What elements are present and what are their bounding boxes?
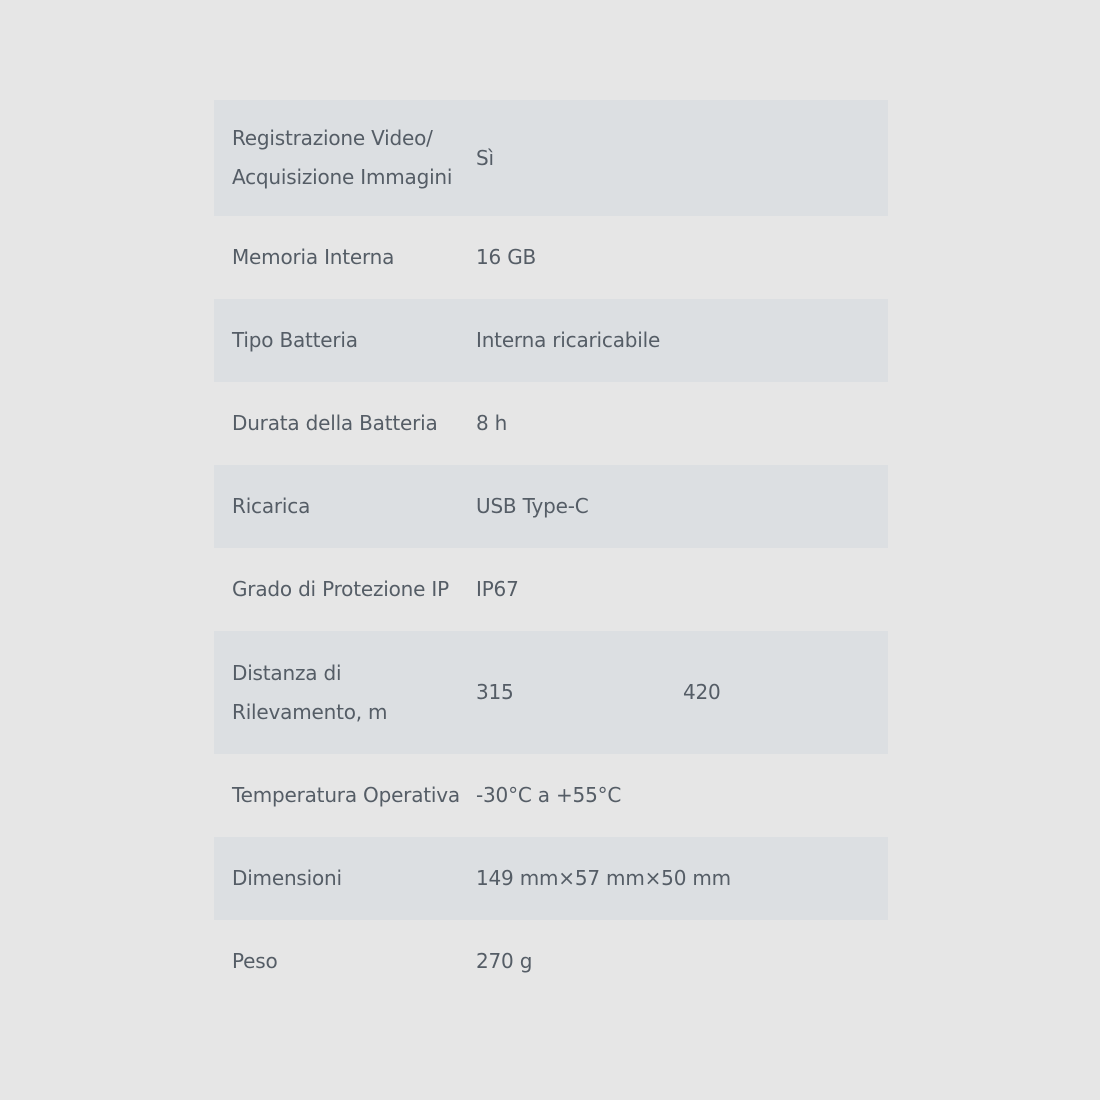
- spec-value-text: Sì: [476, 145, 494, 170]
- spec-label: [214, 654, 476, 732]
- spec-row-detection-range: [214, 631, 888, 754]
- spec-label-line: Registrazione Video/: [232, 126, 433, 150]
- spec-label-line: Rilevamento, m: [232, 699, 388, 724]
- spec-value-text: -30°C a +55°C: [476, 783, 622, 807]
- spec-label: Ricarica: [232, 494, 311, 518]
- spec-value-text: 420: [683, 680, 721, 704]
- spec-value: [476, 776, 888, 815]
- spec-row-charging: [214, 465, 888, 548]
- spec-row-internal-memory: [214, 216, 888, 299]
- spec-row-operating-temperature: [214, 754, 888, 837]
- spec-value-text: 270 g: [476, 949, 533, 973]
- spec-label: Grado di Protezione IP: [232, 577, 449, 601]
- spec-value: [476, 942, 888, 981]
- spec-row-ip-rating: [214, 548, 888, 631]
- spec-row-video-recording: [214, 100, 888, 216]
- spec-value: [476, 139, 888, 178]
- spec-value-text: 16 GB: [476, 245, 537, 269]
- spec-label-line: Distanza di: [232, 660, 342, 685]
- spec-value: [476, 859, 888, 898]
- spec-label: Peso: [232, 949, 278, 973]
- spec-row-dimensions: [214, 837, 888, 920]
- spec-label: Temperatura Operativa: [232, 783, 460, 807]
- spec-label: Dimensioni: [232, 866, 342, 890]
- spec-value-text: 149 mm×57 mm×50 mm: [476, 866, 731, 890]
- spec-label: [214, 119, 476, 197]
- spec-value-text: Interna ricaricabile: [476, 328, 661, 352]
- spec-label-line: Acquisizione Immagini: [232, 165, 453, 189]
- spec-value: [476, 570, 888, 609]
- spec-row-weight: [214, 920, 888, 1003]
- spec-table: [214, 100, 888, 1003]
- spec-row-battery-type: [214, 299, 888, 382]
- spec-value: [476, 238, 888, 277]
- spec-value-text: 8 h: [476, 411, 508, 435]
- spec-value-text: USB Type-C: [476, 494, 589, 518]
- spec-row-battery-life: [214, 382, 888, 465]
- spec-value: [476, 487, 888, 526]
- spec-label: Memoria Interna: [232, 245, 395, 269]
- spec-value-text: IP67: [476, 577, 519, 601]
- spec-value: [476, 404, 888, 443]
- spec-value: [476, 321, 888, 360]
- spec-label: Durata della Batteria: [232, 411, 438, 435]
- spec-value: [476, 673, 888, 712]
- spec-value-text: 315: [476, 680, 514, 704]
- spec-label: Tipo Batteria: [232, 328, 358, 352]
